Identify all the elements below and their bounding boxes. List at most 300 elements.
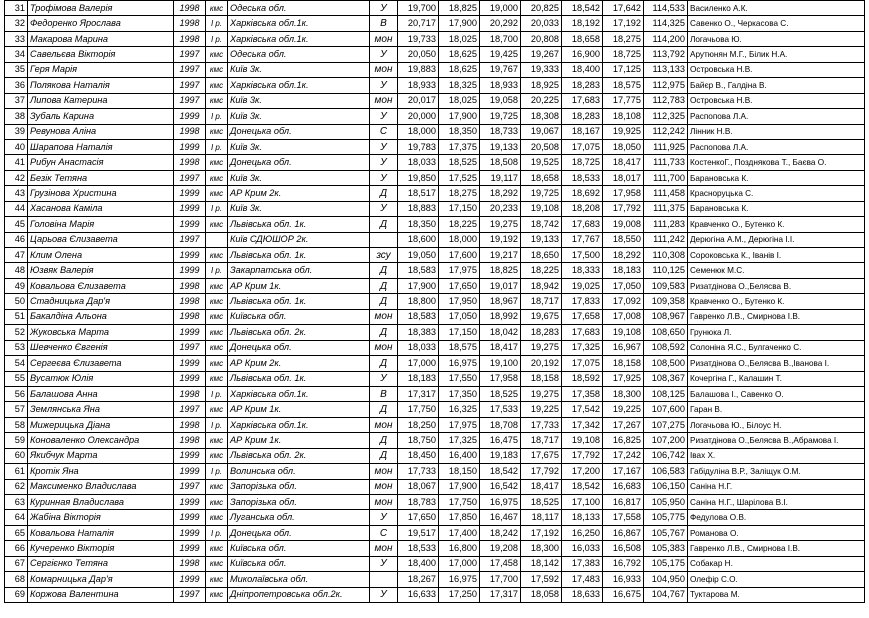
table-row xyxy=(5,62,865,77)
athlete-name-cell: Савельєва Вікторія xyxy=(28,47,174,62)
sport-rank-cell xyxy=(206,232,228,247)
score-3-cell: 18,992 xyxy=(480,309,521,324)
athlete-name-cell: Балашова Анна xyxy=(28,386,174,401)
score-6-cell: 18,108 xyxy=(603,109,644,124)
score-5-cell: 18,542 xyxy=(562,479,603,494)
region-cell: Закарпатська обл. xyxy=(228,263,370,278)
society-cell: Д xyxy=(370,263,398,278)
score-5-cell: 17,500 xyxy=(562,248,603,263)
total-score-cell: 105,383 xyxy=(644,541,688,556)
score-2-cell: 17,000 xyxy=(439,556,480,571)
score-1-cell: 18,600 xyxy=(398,232,439,247)
score-2-cell: 17,650 xyxy=(439,278,480,293)
score-4-cell: 18,658 xyxy=(521,170,562,185)
region-cell: АР Крим 2к. xyxy=(228,186,370,201)
score-2-cell: 17,900 xyxy=(439,479,480,494)
athlete-name-cell: Федоренко Ярослава xyxy=(28,16,174,31)
row-number-cell: 56 xyxy=(5,386,28,401)
society-cell: мон xyxy=(370,93,398,108)
sport-rank-cell: кмс xyxy=(206,248,228,263)
score-2-cell: 18,225 xyxy=(439,217,480,232)
society-cell: зсу xyxy=(370,248,398,263)
score-2-cell: 17,375 xyxy=(439,139,480,154)
score-1-cell: 18,250 xyxy=(398,417,439,432)
score-4-cell: 19,108 xyxy=(521,201,562,216)
coaches-cell: Дерюгіна А.М., Дерюгіна І.І. xyxy=(688,232,865,247)
athlete-name-cell: Рибун Анастасія xyxy=(28,155,174,170)
society-cell: мон xyxy=(370,495,398,510)
region-cell: Миколаївська обл. xyxy=(228,572,370,587)
birth-year-cell: 1997 xyxy=(174,170,206,185)
score-4-cell: 18,300 xyxy=(521,541,562,556)
coaches-cell: Савенко О., Черкасова С. xyxy=(688,16,865,31)
row-number-cell: 45 xyxy=(5,217,28,232)
total-score-cell: 105,175 xyxy=(644,556,688,571)
row-number-cell: 54 xyxy=(5,356,28,371)
score-2-cell: 17,050 xyxy=(439,309,480,324)
score-5-cell: 17,383 xyxy=(562,556,603,571)
total-score-cell: 108,367 xyxy=(644,371,688,386)
score-3-cell: 19,183 xyxy=(480,448,521,463)
row-number-cell: 43 xyxy=(5,186,28,201)
score-6-cell: 16,792 xyxy=(603,556,644,571)
sport-rank-cell: I р. xyxy=(206,464,228,479)
total-score-cell: 110,125 xyxy=(644,263,688,278)
sport-rank-cell: кмс xyxy=(206,186,228,201)
row-number-cell: 59 xyxy=(5,433,28,448)
sport-rank-cell: I р. xyxy=(206,139,228,154)
birth-year-cell: 1997 xyxy=(174,479,206,494)
coaches-cell: Габідуліна В.Р., Заліщук О.М. xyxy=(688,464,865,479)
birth-year-cell: 1999 xyxy=(174,109,206,124)
birth-year-cell: 1998 xyxy=(174,417,206,432)
sport-rank-cell: кмс xyxy=(206,340,228,355)
region-cell: Донецька обл. xyxy=(228,525,370,540)
region-cell: Донецька обл. xyxy=(228,155,370,170)
athlete-name-cell: Трофімова Валерія xyxy=(28,1,174,16)
total-score-cell: 104,950 xyxy=(644,572,688,587)
region-cell: Львівська обл. 1к. xyxy=(228,217,370,232)
athlete-name-cell: Бакалдіна Альона xyxy=(28,309,174,324)
total-score-cell: 105,950 xyxy=(644,495,688,510)
table-row xyxy=(5,217,865,232)
score-4-cell: 17,192 xyxy=(521,525,562,540)
coaches-cell: КостенкоГ., Позднякова Т., Баєва О. xyxy=(688,155,865,170)
region-cell: АР Крим 1к. xyxy=(228,402,370,417)
score-1-cell: 16,633 xyxy=(398,587,439,602)
athlete-name-cell: Вусатюк Юлія xyxy=(28,371,174,386)
athlete-name-cell: Ревунова Аліна xyxy=(28,124,174,139)
athlete-name-cell: Макарова Марина xyxy=(28,31,174,46)
score-6-cell: 19,225 xyxy=(603,402,644,417)
birth-year-cell: 1999 xyxy=(174,248,206,263)
score-1-cell: 20,017 xyxy=(398,93,439,108)
score-6-cell: 16,933 xyxy=(603,572,644,587)
athlete-name-cell: Коноваленко Олександра xyxy=(28,433,174,448)
row-number-cell: 50 xyxy=(5,294,28,309)
score-3-cell: 18,242 xyxy=(480,525,521,540)
sport-rank-cell: кмс xyxy=(206,433,228,448)
score-2-cell: 17,525 xyxy=(439,170,480,185)
table-row xyxy=(5,170,865,185)
score-5-cell: 17,683 xyxy=(562,325,603,340)
score-6-cell: 18,550 xyxy=(603,232,644,247)
score-5-cell: 17,792 xyxy=(562,448,603,463)
sport-rank-cell: кмс xyxy=(206,448,228,463)
sport-rank-cell: I р. xyxy=(206,386,228,401)
region-cell: Донецька обл. xyxy=(228,340,370,355)
athlete-name-cell: Шарапова Наталія xyxy=(28,139,174,154)
score-4-cell: 20,508 xyxy=(521,139,562,154)
region-cell: АР Крим 2к. xyxy=(228,356,370,371)
score-2-cell: 18,625 xyxy=(439,62,480,77)
score-1-cell: 18,267 xyxy=(398,572,439,587)
table-row xyxy=(5,109,865,124)
athlete-name-cell: Зубаль Карина xyxy=(28,109,174,124)
score-1-cell: 17,650 xyxy=(398,510,439,525)
score-6-cell: 17,558 xyxy=(603,510,644,525)
total-score-cell: 107,275 xyxy=(644,417,688,432)
score-6-cell: 18,725 xyxy=(603,47,644,62)
score-2-cell: 18,275 xyxy=(439,186,480,201)
row-number-cell: 61 xyxy=(5,464,28,479)
row-number-cell: 58 xyxy=(5,417,28,432)
score-5-cell: 18,633 xyxy=(562,587,603,602)
score-5-cell: 17,483 xyxy=(562,572,603,587)
coaches-cell: Балашова І., Савенко О. xyxy=(688,386,865,401)
total-score-cell: 107,200 xyxy=(644,433,688,448)
coaches-cell: Ризатдінова О.,Белясва В. xyxy=(688,278,865,293)
score-5-cell: 19,108 xyxy=(562,433,603,448)
birth-year-cell: 1999 xyxy=(174,371,206,386)
total-score-cell: 111,925 xyxy=(644,139,688,154)
score-4-cell: 19,133 xyxy=(521,232,562,247)
region-cell: Луганська обл. xyxy=(228,510,370,525)
score-4-cell: 18,717 xyxy=(521,294,562,309)
score-5-cell: 18,133 xyxy=(562,510,603,525)
score-3-cell: 19,133 xyxy=(480,139,521,154)
score-1-cell: 18,383 xyxy=(398,325,439,340)
society-cell: У xyxy=(370,556,398,571)
row-number-cell: 64 xyxy=(5,510,28,525)
score-5-cell: 17,683 xyxy=(562,217,603,232)
score-3-cell: 18,417 xyxy=(480,340,521,355)
results-rows xyxy=(5,1,865,603)
score-2-cell: 17,150 xyxy=(439,325,480,340)
birth-year-cell: 1998 xyxy=(174,294,206,309)
score-5-cell: 17,100 xyxy=(562,495,603,510)
score-2-cell: 18,025 xyxy=(439,93,480,108)
score-6-cell: 18,417 xyxy=(603,155,644,170)
coaches-cell: Собакар Н. xyxy=(688,556,865,571)
score-2-cell: 17,400 xyxy=(439,525,480,540)
score-1-cell: 17,317 xyxy=(398,386,439,401)
sport-rank-cell: кмс xyxy=(206,541,228,556)
birth-year-cell: 1997 xyxy=(174,47,206,62)
region-cell: Одеська обл. xyxy=(228,1,370,16)
sport-rank-cell: кмс xyxy=(206,93,228,108)
birth-year-cell: 1997 xyxy=(174,62,206,77)
row-number-cell: 31 xyxy=(5,1,28,16)
total-score-cell: 106,742 xyxy=(644,448,688,463)
score-6-cell: 17,925 xyxy=(603,371,644,386)
total-score-cell: 113,792 xyxy=(644,47,688,62)
athlete-name-cell: Шевченко Євгенія xyxy=(28,340,174,355)
row-number-cell: 38 xyxy=(5,109,28,124)
score-6-cell: 18,158 xyxy=(603,356,644,371)
row-number-cell: 44 xyxy=(5,201,28,216)
region-cell: Львівська обл. 1к. xyxy=(228,371,370,386)
athlete-name-cell: Жабіна Вікторія xyxy=(28,510,174,525)
coaches-cell: Красноруцька С. xyxy=(688,186,865,201)
table-row xyxy=(5,155,865,170)
region-cell: Донецька обл. xyxy=(228,124,370,139)
coaches-cell: Барановська К. xyxy=(688,170,865,185)
score-4-cell: 18,525 xyxy=(521,495,562,510)
birth-year-cell: 1997 xyxy=(174,587,206,602)
athlete-name-cell: Мижерицька Діана xyxy=(28,417,174,432)
score-6-cell: 16,817 xyxy=(603,495,644,510)
coaches-cell: Распопова Л.А. xyxy=(688,139,865,154)
score-3-cell: 19,208 xyxy=(480,541,521,556)
table-row xyxy=(5,186,865,201)
total-score-cell: 111,375 xyxy=(644,201,688,216)
athlete-name-cell: Головіна Марія xyxy=(28,217,174,232)
score-3-cell: 18,525 xyxy=(480,386,521,401)
sport-rank-cell: кмс xyxy=(206,556,228,571)
region-cell: Львівська обл. 2к. xyxy=(228,448,370,463)
birth-year-cell: 1998 xyxy=(174,386,206,401)
total-score-cell: 112,783 xyxy=(644,93,688,108)
sport-rank-cell: I р. xyxy=(206,31,228,46)
region-cell: Львівська обл. 2к. xyxy=(228,325,370,340)
score-4-cell: 18,742 xyxy=(521,217,562,232)
society-cell: У xyxy=(370,1,398,16)
score-5-cell: 16,250 xyxy=(562,525,603,540)
row-number-cell: 52 xyxy=(5,325,28,340)
row-number-cell: 46 xyxy=(5,232,28,247)
coaches-cell: Туктарова М. xyxy=(688,587,865,602)
score-1-cell: 20,050 xyxy=(398,47,439,62)
score-6-cell: 17,008 xyxy=(603,309,644,324)
score-5-cell: 18,208 xyxy=(562,201,603,216)
society-cell: У xyxy=(370,510,398,525)
table-row xyxy=(5,278,865,293)
score-5-cell: 17,200 xyxy=(562,464,603,479)
score-6-cell: 16,508 xyxy=(603,541,644,556)
score-2-cell: 17,850 xyxy=(439,510,480,525)
table-row xyxy=(5,386,865,401)
score-2-cell: 17,750 xyxy=(439,495,480,510)
society-cell xyxy=(370,232,398,247)
table-row xyxy=(5,587,865,602)
total-score-cell: 108,967 xyxy=(644,309,688,324)
coaches-cell: Байєр В., Галдіна В. xyxy=(688,78,865,93)
table-row xyxy=(5,47,865,62)
region-cell: АР Крим 1к. xyxy=(228,278,370,293)
score-1-cell: 18,750 xyxy=(398,433,439,448)
row-number-cell: 34 xyxy=(5,47,28,62)
birth-year-cell: 1999 xyxy=(174,495,206,510)
score-2-cell: 17,325 xyxy=(439,433,480,448)
score-6-cell: 17,775 xyxy=(603,93,644,108)
score-4-cell: 18,225 xyxy=(521,263,562,278)
score-5-cell: 18,400 xyxy=(562,62,603,77)
birth-year-cell: 1999 xyxy=(174,186,206,201)
score-4-cell: 18,417 xyxy=(521,479,562,494)
score-5-cell: 18,192 xyxy=(562,16,603,31)
region-cell: Київ 3к. xyxy=(228,62,370,77)
score-1-cell: 20,000 xyxy=(398,109,439,124)
score-3-cell: 16,542 xyxy=(480,479,521,494)
score-1-cell: 20,717 xyxy=(398,16,439,31)
region-cell: Дніпропетровська обл.2к. xyxy=(228,587,370,602)
score-4-cell: 18,158 xyxy=(521,371,562,386)
row-number-cell: 62 xyxy=(5,479,28,494)
region-cell: Київ 3к. xyxy=(228,170,370,185)
score-5-cell: 17,075 xyxy=(562,139,603,154)
sport-rank-cell: кмс xyxy=(206,78,228,93)
society-cell: мон xyxy=(370,340,398,355)
society-cell: У xyxy=(370,78,398,93)
score-1-cell: 18,583 xyxy=(398,263,439,278)
score-1-cell: 19,050 xyxy=(398,248,439,263)
score-1-cell: 19,700 xyxy=(398,1,439,16)
region-cell: Харківська обл.1к. xyxy=(228,78,370,93)
row-number-cell: 67 xyxy=(5,556,28,571)
coaches-cell: Солоніна Я.С., Булгаченко С. xyxy=(688,340,865,355)
score-2-cell: 17,975 xyxy=(439,417,480,432)
score-3-cell: 18,708 xyxy=(480,417,521,432)
sport-rank-cell: I р. xyxy=(206,417,228,432)
score-3-cell: 18,933 xyxy=(480,78,521,93)
results-table xyxy=(4,0,865,603)
coaches-cell: Ризатдінова О.,Белясва В.,Іванова І. xyxy=(688,356,865,371)
sport-rank-cell: кмс xyxy=(206,217,228,232)
score-4-cell: 18,283 xyxy=(521,325,562,340)
table-row xyxy=(5,402,865,417)
row-number-cell: 68 xyxy=(5,572,28,587)
score-3-cell: 19,017 xyxy=(480,278,521,293)
score-2-cell: 17,350 xyxy=(439,386,480,401)
society-cell: У xyxy=(370,371,398,386)
coaches-cell: Островська Н.В. xyxy=(688,62,865,77)
score-3-cell: 19,192 xyxy=(480,232,521,247)
score-3-cell: 18,042 xyxy=(480,325,521,340)
table-row xyxy=(5,93,865,108)
row-number-cell: 66 xyxy=(5,541,28,556)
total-score-cell: 104,767 xyxy=(644,587,688,602)
society-cell: У xyxy=(370,201,398,216)
athlete-name-cell: Юзвяк Валерія xyxy=(28,263,174,278)
row-number-cell: 35 xyxy=(5,62,28,77)
score-6-cell: 17,125 xyxy=(603,62,644,77)
row-number-cell: 39 xyxy=(5,124,28,139)
society-cell: Д xyxy=(370,217,398,232)
score-5-cell: 17,075 xyxy=(562,356,603,371)
score-5-cell: 17,358 xyxy=(562,386,603,401)
score-1-cell: 19,783 xyxy=(398,139,439,154)
total-score-cell: 111,283 xyxy=(644,217,688,232)
total-score-cell: 105,775 xyxy=(644,510,688,525)
score-1-cell: 18,783 xyxy=(398,495,439,510)
score-2-cell: 16,975 xyxy=(439,356,480,371)
birth-year-cell: 1999 xyxy=(174,510,206,525)
table-row xyxy=(5,294,865,309)
score-5-cell: 17,683 xyxy=(562,93,603,108)
region-cell: Київ СДЮШОР 2к. xyxy=(228,232,370,247)
society-cell: У xyxy=(370,155,398,170)
score-4-cell: 17,792 xyxy=(521,464,562,479)
athlete-name-cell: Коржова Валентина xyxy=(28,587,174,602)
region-cell: Запорізька обл. xyxy=(228,479,370,494)
athlete-name-cell: Якибчук Марта xyxy=(28,448,174,463)
score-2-cell: 18,825 xyxy=(439,1,480,16)
sport-rank-cell: кмс xyxy=(206,124,228,139)
score-1-cell: 17,733 xyxy=(398,464,439,479)
score-5-cell: 18,167 xyxy=(562,124,603,139)
coaches-cell: Сороковська К., Іванів І. xyxy=(688,248,865,263)
score-3-cell: 20,292 xyxy=(480,16,521,31)
score-5-cell: 18,592 xyxy=(562,371,603,386)
total-score-cell: 109,358 xyxy=(644,294,688,309)
score-1-cell: 18,000 xyxy=(398,124,439,139)
score-6-cell: 16,675 xyxy=(603,587,644,602)
society-cell: мон xyxy=(370,31,398,46)
total-score-cell: 105,767 xyxy=(644,525,688,540)
birth-year-cell: 1998 xyxy=(174,16,206,31)
total-score-cell: 114,325 xyxy=(644,16,688,31)
region-cell: Одеська обл. xyxy=(228,47,370,62)
score-6-cell: 16,867 xyxy=(603,525,644,540)
score-4-cell: 17,733 xyxy=(521,417,562,432)
table-row xyxy=(5,31,865,46)
score-3-cell: 18,967 xyxy=(480,294,521,309)
score-4-cell: 19,267 xyxy=(521,47,562,62)
athlete-name-cell: Максименко Владислава xyxy=(28,479,174,494)
score-1-cell: 18,800 xyxy=(398,294,439,309)
score-5-cell: 18,533 xyxy=(562,170,603,185)
score-1-cell: 18,400 xyxy=(398,556,439,571)
score-5-cell: 17,658 xyxy=(562,309,603,324)
region-cell: Львівська обл. 1к. xyxy=(228,294,370,309)
region-cell: Київ 3к. xyxy=(228,201,370,216)
score-6-cell: 17,092 xyxy=(603,294,644,309)
score-3-cell: 17,958 xyxy=(480,371,521,386)
sport-rank-cell: кмс xyxy=(206,170,228,185)
score-4-cell: 19,225 xyxy=(521,402,562,417)
coaches-cell: Островська Н.В. xyxy=(688,93,865,108)
score-6-cell: 17,958 xyxy=(603,186,644,201)
table-row xyxy=(5,78,865,93)
row-number-cell: 41 xyxy=(5,155,28,170)
score-1-cell: 18,033 xyxy=(398,155,439,170)
athlete-name-cell: Сергієнко Тетяна xyxy=(28,556,174,571)
birth-year-cell: 1999 xyxy=(174,139,206,154)
sport-rank-cell: кмс xyxy=(206,278,228,293)
sport-rank-cell: кмс xyxy=(206,587,228,602)
score-2-cell: 16,325 xyxy=(439,402,480,417)
birth-year-cell: 1998 xyxy=(174,155,206,170)
score-5-cell: 18,283 xyxy=(562,78,603,93)
society-cell: С xyxy=(370,525,398,540)
score-1-cell: 19,850 xyxy=(398,170,439,185)
score-5-cell: 18,283 xyxy=(562,109,603,124)
sport-rank-cell: кмс xyxy=(206,356,228,371)
table-row xyxy=(5,248,865,263)
region-cell: Харківська обл.1к. xyxy=(228,31,370,46)
score-2-cell: 18,525 xyxy=(439,155,480,170)
